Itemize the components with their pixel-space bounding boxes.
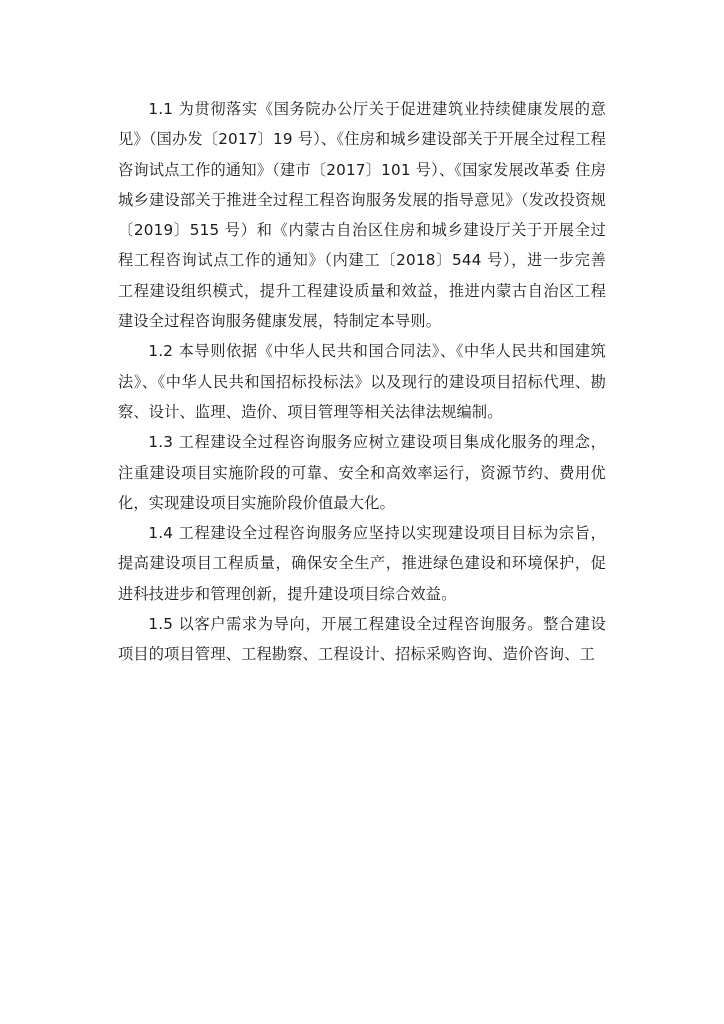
paragraph-1-3: 1.3 工程建设全过程咨询服务应树立建设项目集成化服务的理念，注重建设项目实施阶段的可靠、安全和高效率运行，资源节约、费用优化，实现建设项目实施阶段价值最大化。 bbox=[118, 433, 606, 512]
paragraph-1-2: 1.2 本导则依据《中华人民共和国合同法》、《中华人民共和国建筑法》、《中华人民共和国招标投标法》以及现行的建设项目招标代理、勘察、设计、监理、造价、项目管理等相关法律法规编制。 bbox=[118, 342, 606, 421]
paragraph-1-4: 1.4 工程建设全过程咨询服务应坚持以实现建设项目目标为宗旨，提高建设项目工程质量，确保安全生产，推进绿色建设和环境保护，促进科技进步和管理创新，提升建设项目综合效益。 bbox=[118, 524, 606, 603]
paragraph-1-5: 1.5 以客户需求为导向，开展工程建设全过程咨询服务。整合建设项目的项目管理、工程勘察、工程设计、招标采购咨询、造价咨询、工 bbox=[118, 615, 606, 664]
document-page bbox=[118, 94, 606, 670]
paragraph-1-1: 1.1 为贯彻落实《国务院办公厅关于促进建筑业持续健康发展的意见》（国办发〔2017〕19 号）、《住房和城乡建设部关于开展全过程工程咨询试点工作的通知》（建市〔2017〕101 号）、《国家发展改革委 住房城乡建设部关于推进全过程工程咨询服务发展的指导意见》（发改投资规〔2019〕515 号）和《内蒙古自治区住房和城乡建设厅关于开展全过程工程咨询试点工作的通知》（内建工〔2018〕544 号），进一步完善工程建设组织模式，提升工程建设质量和效益，推进内蒙古自治区工程建设全过程咨询服务健康发展，特制定本导则。 bbox=[118, 100, 606, 331]
